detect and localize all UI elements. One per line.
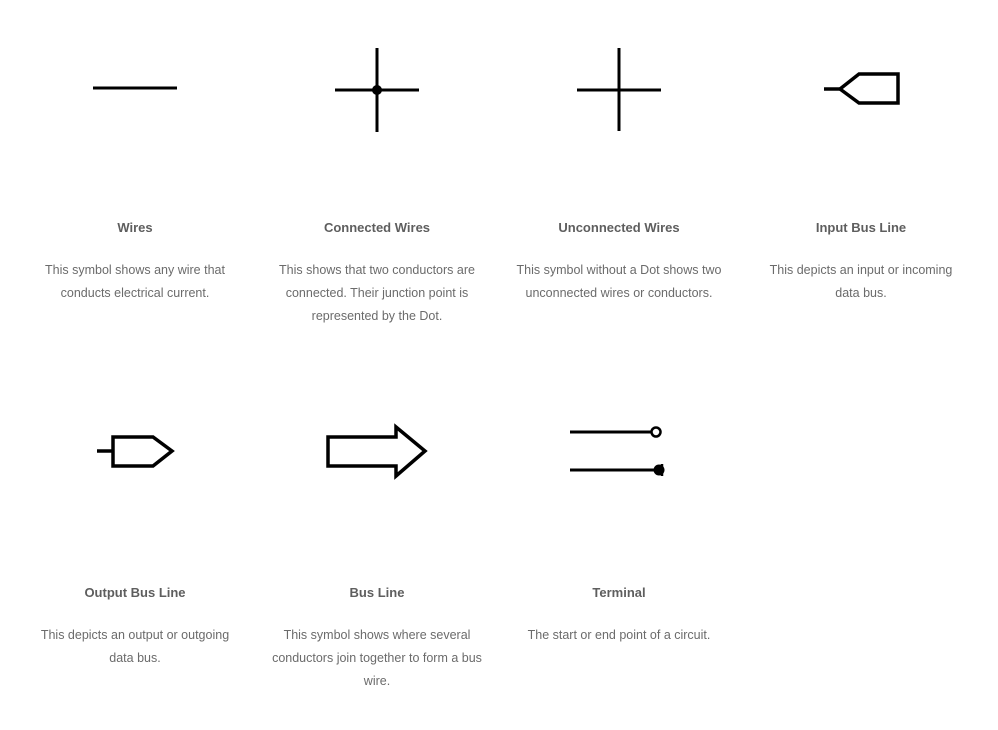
symbol-title: Connected Wires [323, 220, 431, 235]
symbol-grid [14, 0, 982, 730]
terminal-icon [498, 400, 740, 510]
bus-line-icon [256, 400, 498, 510]
symbol-title: Terminal [592, 585, 646, 600]
output-bus-line-icon [14, 400, 256, 510]
unconnected-wires-icon [498, 35, 740, 145]
symbol-title: Wires [117, 220, 153, 235]
symbol-description: This symbol without a Dot shows two unconnected wires or conductors. [516, 263, 722, 300]
wire-icon [14, 35, 256, 145]
symbol-title: Unconnected Wires [558, 220, 680, 235]
symbol-title: Input Bus Line [815, 220, 907, 235]
symbol-description: This symbol shows any wire that conducts electrical current. [45, 263, 225, 300]
input-bus-line-icon [740, 35, 982, 145]
symbol-title: Bus Line [349, 585, 405, 600]
connected-wires-icon [256, 35, 498, 145]
symbol-row [14, 365, 982, 730]
symbol-title: Output Bus Line [84, 585, 186, 600]
symbol-description: The start or end point of a circuit. [527, 628, 711, 642]
symbol-description: This shows that two conductors are connected. Their junction point is represented by the Dot. [279, 263, 475, 323]
symbol-description: This symbol shows where several conductors join together to form a bus wire. [272, 628, 482, 688]
symbol-description: This depicts an input or incoming data bus. [769, 263, 953, 300]
symbol-row [14, 0, 982, 365]
symbol-description: This depicts an output or outgoing data bus. [40, 628, 230, 665]
